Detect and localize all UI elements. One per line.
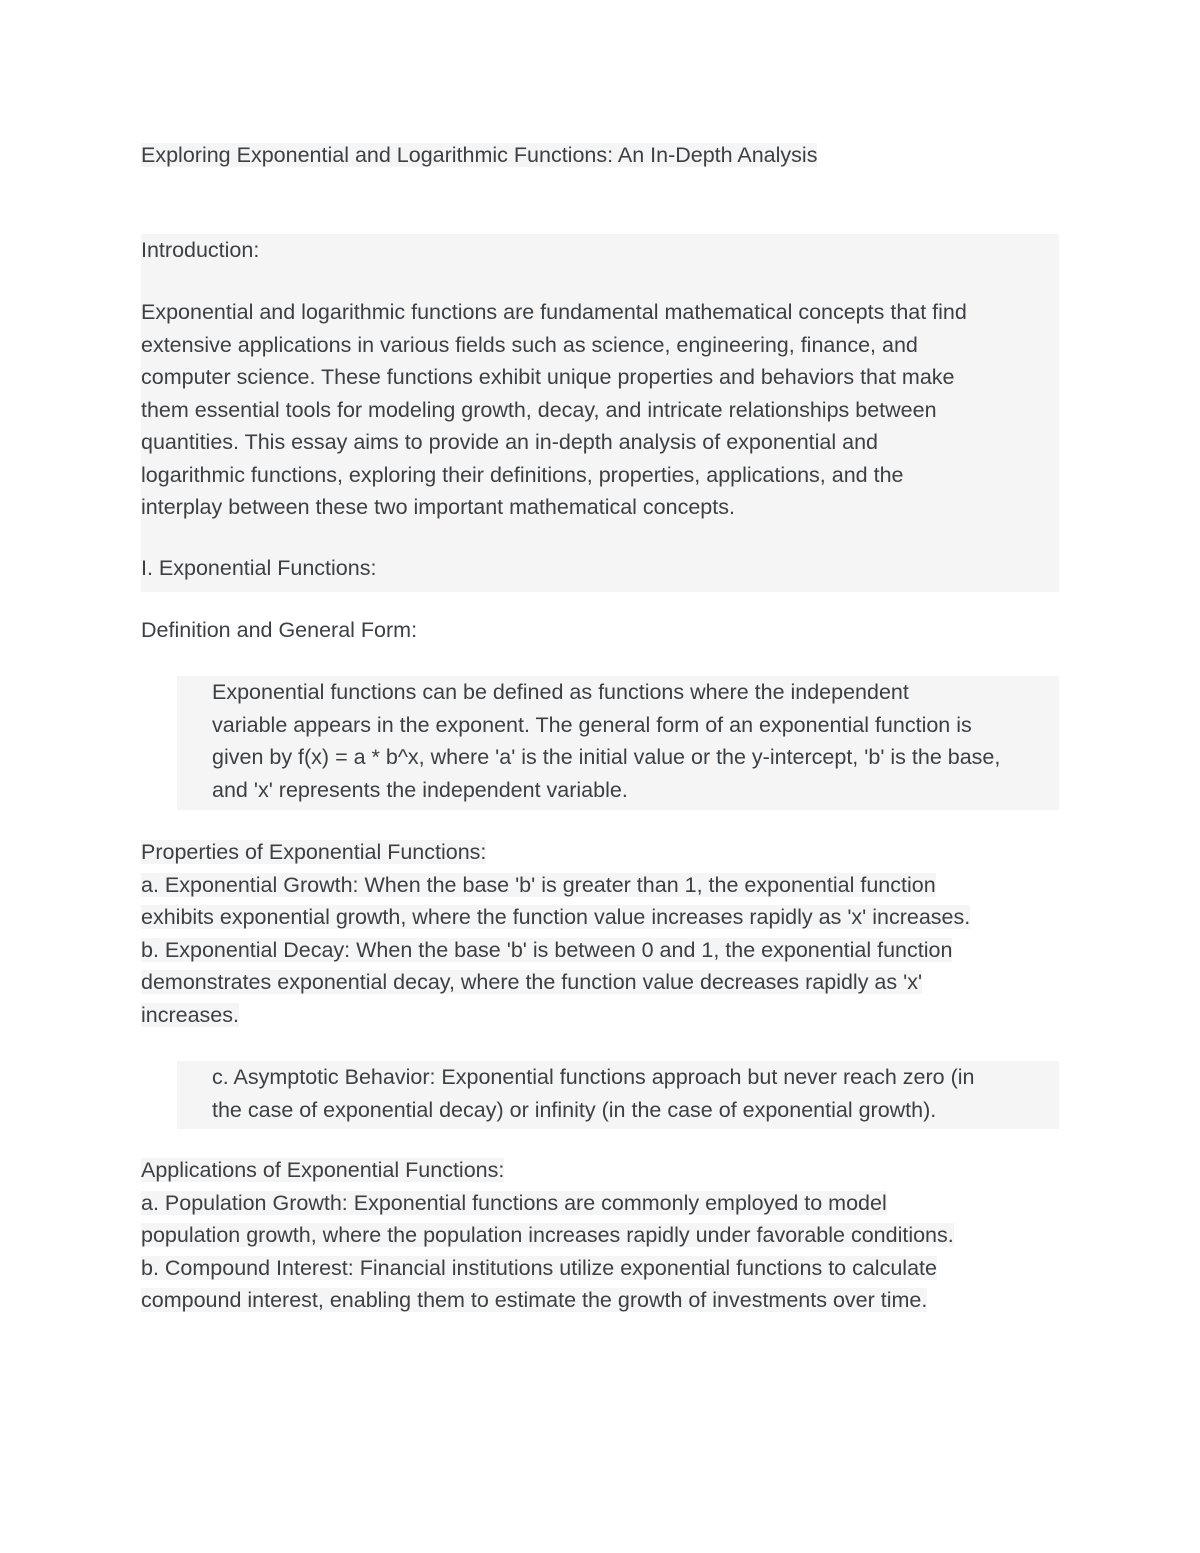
intro-line: them essential tools for modeling growth, decay, and intricate relationships between xyxy=(141,397,937,422)
applications-line xyxy=(141,1284,1059,1317)
intro-line: quantities. This essay aims to provide an in-depth analysis of exponential and xyxy=(141,430,879,454)
document-title-text: Exploring Exponential and Logarithmic Functions: An In-Depth Analysis xyxy=(141,143,818,167)
properties-line-text: b. Exponential Decay: When the base 'b' is between 0 and 1, the exponential function xyxy=(141,937,953,962)
definition-line: variable appears in the exponent. The general form of an exponential function is xyxy=(212,712,972,737)
applications-line-text: population growth, where the population increases rapidly under favorable conditions. xyxy=(141,1223,954,1247)
intro-line: extensive applications in various fields such as science, engineering, finance, and xyxy=(141,332,918,357)
applications-section xyxy=(141,1154,1059,1317)
asymptotic-line: the case of exponential decay) or infinity (in the case of exponential growth). xyxy=(212,1097,937,1122)
section-one-heading: I. Exponential Functions: xyxy=(141,556,377,580)
introduction-paragraph xyxy=(141,296,1059,524)
intro-line: logarithmic functions, exploring their definitions, properties, applications, and the xyxy=(141,462,904,487)
applications-line-text: a. Population Growth: Exponential functions are commonly employed to model xyxy=(141,1190,887,1215)
properties-line xyxy=(141,999,1059,1032)
properties-line-text: a. Exponential Growth: When the base 'b' is greater than 1, the exponential function xyxy=(141,872,936,897)
properties-line-text: increases. xyxy=(141,1002,239,1027)
applications-line xyxy=(141,1219,1059,1252)
properties-heading-text: Properties of Exponential Functions: xyxy=(141,840,487,864)
properties-line xyxy=(141,901,1059,934)
applications-line-text: compound interest, enabling them to estimate the growth of investments over time. xyxy=(141,1288,928,1312)
properties-heading xyxy=(141,836,1059,869)
properties-line-text: demonstrates exponential decay, where the function value decreases rapidly as 'x' xyxy=(141,970,923,994)
definition-line: and 'x' represents the independent variable. xyxy=(212,777,628,802)
applications-heading xyxy=(141,1154,1059,1187)
intro-line: computer science. These functions exhibit unique properties and behaviors that make xyxy=(141,365,955,389)
applications-heading-text: Applications of Exponential Functions: xyxy=(141,1158,505,1182)
applications-line-text: b. Compound Interest: Financial institutions utilize exponential functions to calculate xyxy=(141,1255,937,1280)
definition-paragraph xyxy=(177,676,1059,810)
properties-line-text: exhibits exponential growth, where the function value increases rapidly as 'x' increases. xyxy=(141,905,971,929)
definition-line: Exponential functions can be defined as functions where the independent xyxy=(212,680,909,704)
definition-line: given by f(x) = a * b^x, where 'a' is the initial value or the y-intercept, 'b' is the base, xyxy=(212,745,1001,769)
properties-line xyxy=(141,869,1059,902)
properties-section xyxy=(141,836,1059,1031)
document-title xyxy=(141,139,1059,172)
applications-line xyxy=(141,1252,1059,1285)
asymptotic-line: c. Asymptotic Behavior: Exponential functions approach but never reach zero (in xyxy=(212,1065,975,1089)
applications-line xyxy=(141,1187,1059,1220)
definition-heading: Definition and General Form: xyxy=(141,618,418,642)
intro-line: interplay between these two important mathematical concepts. xyxy=(141,495,735,519)
introduction-heading: Introduction: xyxy=(141,238,260,262)
properties-line xyxy=(141,934,1059,967)
asymptotic-paragraph xyxy=(177,1061,1059,1129)
properties-line xyxy=(141,966,1059,999)
intro-line: Exponential and logarithmic functions are fundamental mathematical concepts that find xyxy=(141,300,967,324)
